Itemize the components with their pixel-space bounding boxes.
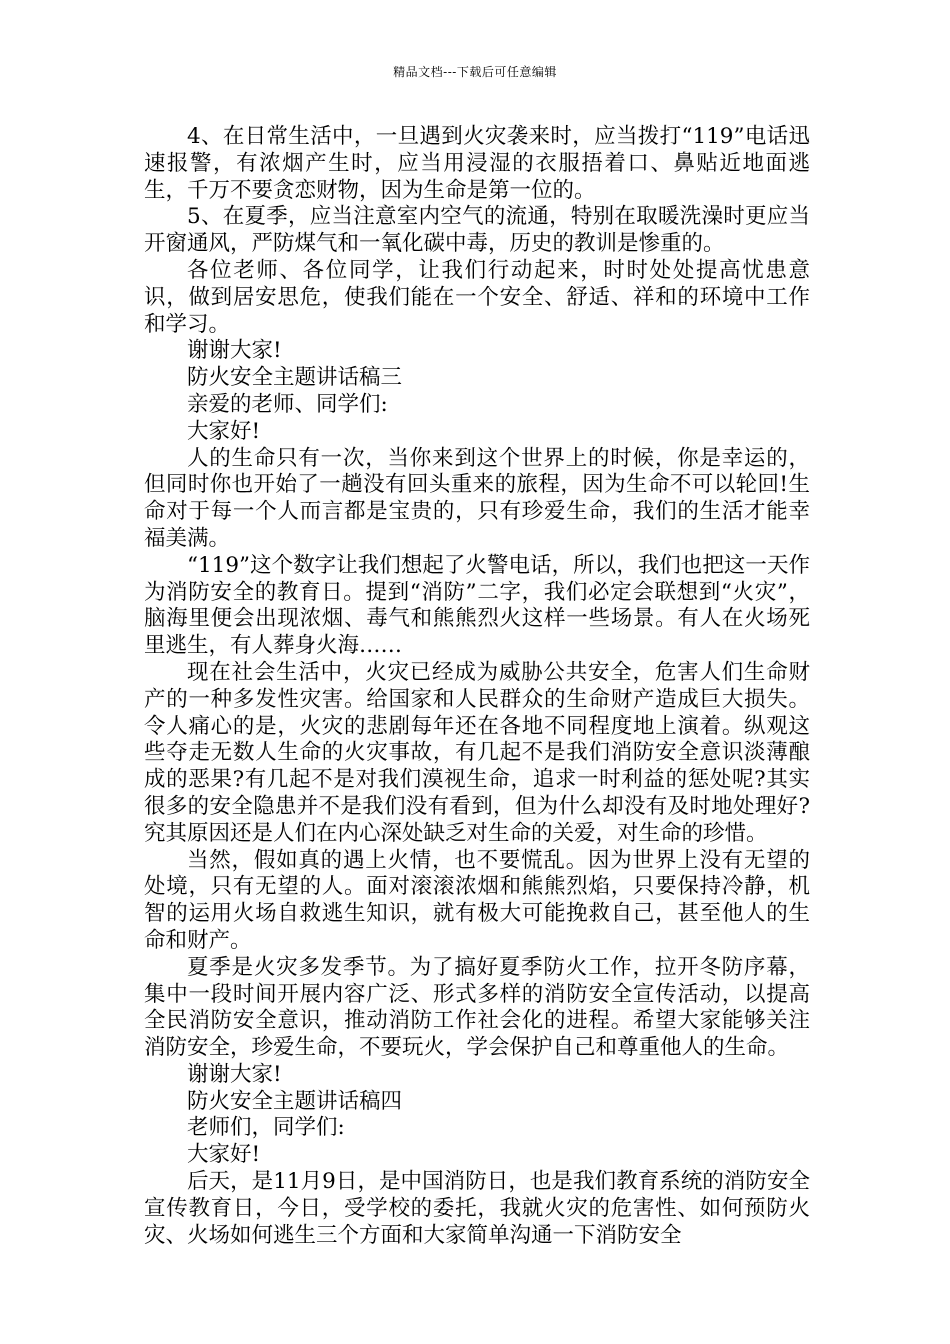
paragraph-tip-5: 5、在夏季，应当注意室内空气的流通，特别在取暖洗澡时更应当开窗通风，严防煤气和一氧化碳中毒，历史的教训是惨重的。 <box>144 204 810 257</box>
paragraph-fire-hazard: 现在社会生活中，火灾已经成为威胁公共安全，危害人们生命财产的一种多发性灾害。给国家和人民群众的生命财产造成巨大损失。令人痛心的是，火灾的悲剧每年还在各地不同程度地上演着。纵观这些夺走无数人生命的火灾事故，有几起不是我们消防安全意识淡薄酿成的恶果?有几起不是对我们漠视生命，追求一时利益的惩处呢?其实很多的安全隐患并不是我们没有看到，但为什么却没有及时地处理好?究其原因还是人们在内心深处缺乏对生命的关爱，对生命的珍惜。 <box>144 659 810 846</box>
speech-title-3: 防火安全主题讲话稿三 <box>187 365 403 391</box>
speech-title-4: 防火安全主题讲话稿四 <box>187 1088 403 1114</box>
paragraph-119: “119”这个数字让我们想起了火警电话，所以，我们也把这一天作为消防安全的教育日。提到“消防”二字，我们必定会联想到“火灾”，脑海里便会出现浓烟、毒气和熊熊烈火这样一些场景。有人在火场死里逃生，有人葬身火海…… <box>144 552 810 659</box>
paragraph-tip-4: 4、在日常生活中，一旦遇到火灾袭来时，应当拨打“119”电话迅速报警，有浓烟产生时，应当用浸湿的衣服捂着口、鼻贴近地面逃生，千万不要贪恋财物，因为生命是第一位的。 <box>144 124 810 203</box>
page-header-watermark: 精品文档---下载后可任意编辑 <box>393 65 557 79</box>
salutation: 老师们，同学们: <box>187 1115 345 1141</box>
salutation: 亲爱的老师、同学们: <box>187 391 388 417</box>
paragraph-thanks: 谢谢大家! <box>187 1061 282 1087</box>
greeting: 大家好! <box>187 1142 261 1168</box>
paragraph-thanks: 谢谢大家! <box>187 338 282 364</box>
document-body <box>144 124 810 1249</box>
paragraph-life: 人的生命只有一次，当你来到这个世界上的时候，你是幸运的，但同时你也开始了一趟没有回头重来的旅程，因为生命不可以轮回!生命对于每一个人而言都是宝贵的，只有珍爱生命，我们的生活才能幸福美满。 <box>144 445 810 551</box>
paragraph-stay-calm: 当然，假如真的遇上火情，也不要慌乱。因为世界上没有无望的处境，只有无望的人。面对滚滚浓烟和熊熊烈焰，只要保持冷静，机智的运用火场自救逃生知识，就有极大可能挽救自己，甚至他人的生命和财产。 <box>144 847 810 953</box>
greeting: 大家好! <box>187 418 261 444</box>
paragraph-fire-day: 后天，是11月9日，是中国消防日，也是我们教育系统的消防安全宣传教育日，今日，受学校的委托，我就火灾的危害性、如何预防火灾、火场如何逃生三个方面和大家简单沟通一下消防安全 <box>144 1169 810 1248</box>
paragraph-summer: 夏季是火灾多发季节。为了搞好夏季防火工作，拉开冬防序幕，集中一段时间开展内容广泛、形式多样的消防安全宣传活动，以提高全民消防安全意识，推动消防工作社会化的进程。希望大家能够关注消防安全，珍爱生命，不要玩火，学会保护自己和尊重他人的生命。 <box>144 954 810 1061</box>
paragraph-call-to-action: 各位老师、各位同学，让我们行动起来，时时处处提高忧患意识，做到居安思危，使我们能在一个安全、舒适、祥和的环境中工作和学习。 <box>144 257 810 337</box>
